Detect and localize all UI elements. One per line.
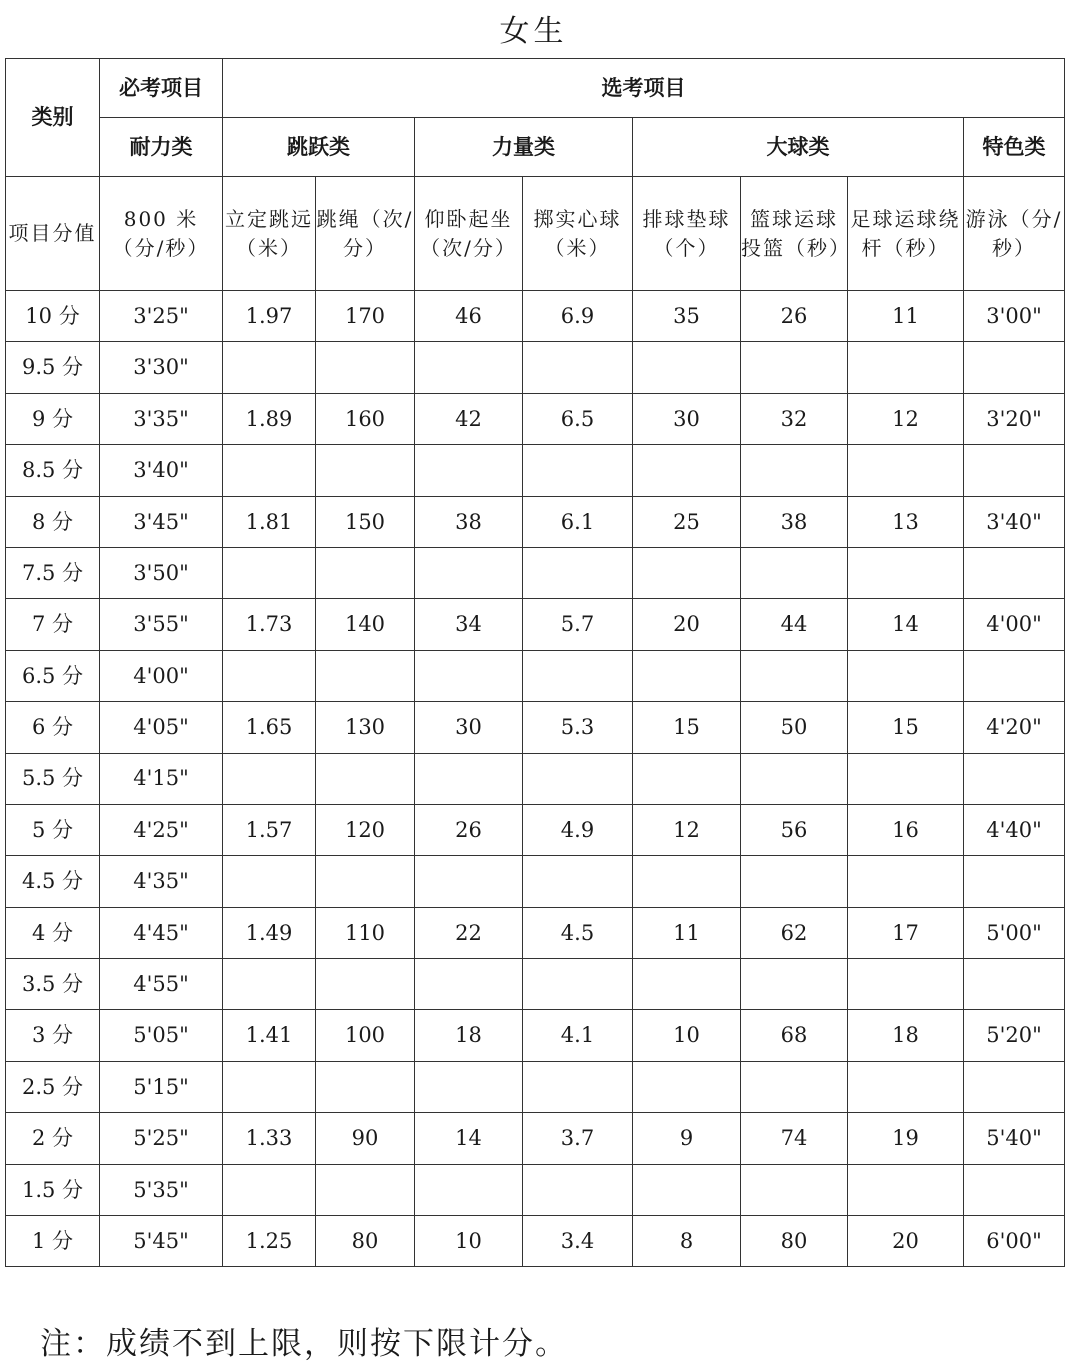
table-cell: 12 <box>633 804 741 855</box>
table-cell: 1.97 <box>223 291 316 342</box>
table-cell <box>223 445 316 496</box>
table-cell: 5'00" <box>964 907 1065 958</box>
table-cell: 150 <box>316 496 415 547</box>
table-cell <box>964 342 1065 393</box>
table-cell: 1.41 <box>223 1010 316 1061</box>
score-cell: 2 分 <box>6 1113 100 1164</box>
table-cell: 5'40" <box>964 1113 1065 1164</box>
col-header-volleyball: 排球垫球（个） <box>633 177 741 291</box>
score-cell: 7 分 <box>6 599 100 650</box>
table-cell: 50 <box>741 702 848 753</box>
score-cell: 4.5 分 <box>6 856 100 907</box>
table-cell: 1.33 <box>223 1113 316 1164</box>
table-cell <box>523 1164 633 1215</box>
table-cell <box>741 856 848 907</box>
table-cell <box>848 959 964 1010</box>
header-jump: 跳跃类 <box>223 118 415 177</box>
score-cell: 4 分 <box>6 907 100 958</box>
table-cell: 5'20" <box>964 1010 1065 1061</box>
table-cell: 74 <box>741 1113 848 1164</box>
table-cell: 6.9 <box>523 291 633 342</box>
header-row-items <box>6 177 1065 291</box>
col-header-basketball: 篮球运球投篮（秒） <box>741 177 848 291</box>
table-cell <box>523 856 633 907</box>
table-cell: 6.5 <box>523 393 633 444</box>
table-cell <box>415 547 523 598</box>
table-cell <box>848 1061 964 1112</box>
table-cell: 9 <box>633 1113 741 1164</box>
table-cell: 32 <box>741 393 848 444</box>
table-cell <box>523 1061 633 1112</box>
table-cell <box>523 445 633 496</box>
table-body <box>6 59 1065 1267</box>
table-cell: 5'15" <box>100 1061 223 1112</box>
table-cell <box>415 856 523 907</box>
table-cell <box>223 547 316 598</box>
table-cell: 5'45" <box>100 1216 223 1267</box>
table-cell <box>415 959 523 1010</box>
table-cell: 12 <box>848 393 964 444</box>
score-cell: 3 分 <box>6 1010 100 1061</box>
table-cell: 10 <box>415 1216 523 1267</box>
col-header-rope-skip: 跳绳（次/分） <box>316 177 415 291</box>
table-cell <box>964 1061 1065 1112</box>
table-cell: 3.7 <box>523 1113 633 1164</box>
table-cell: 30 <box>415 702 523 753</box>
table-cell <box>316 1061 415 1112</box>
table-cell: 14 <box>848 599 964 650</box>
table-row <box>6 907 1065 958</box>
table-cell: 14 <box>415 1113 523 1164</box>
table-cell <box>848 753 964 804</box>
score-cell: 2.5 分 <box>6 1061 100 1112</box>
table-cell <box>633 959 741 1010</box>
table-cell: 8 <box>633 1216 741 1267</box>
table-cell: 20 <box>848 1216 964 1267</box>
table-cell: 62 <box>741 907 848 958</box>
table-cell <box>223 650 316 701</box>
table-cell: 4.1 <box>523 1010 633 1061</box>
table-cell <box>741 445 848 496</box>
table-cell: 6.1 <box>523 496 633 547</box>
table-row <box>6 599 1065 650</box>
header-ball: 大球类 <box>633 118 964 177</box>
table-row <box>6 753 1065 804</box>
table-cell: 19 <box>848 1113 964 1164</box>
table-row <box>6 445 1065 496</box>
table-row <box>6 547 1065 598</box>
table-cell: 1.89 <box>223 393 316 444</box>
table-cell <box>964 1164 1065 1215</box>
table-cell <box>964 445 1065 496</box>
score-cell: 3.5 分 <box>6 959 100 1010</box>
table-cell <box>316 1164 415 1215</box>
score-cell: 5 分 <box>6 804 100 855</box>
table-cell: 34 <box>415 599 523 650</box>
table-cell: 3.4 <box>523 1216 633 1267</box>
score-cell: 8.5 分 <box>6 445 100 496</box>
table-cell <box>741 753 848 804</box>
table-cell: 3'30" <box>100 342 223 393</box>
table-cell: 4'00" <box>100 650 223 701</box>
table-cell <box>964 547 1065 598</box>
col-header-swimming: 游泳（分/秒） <box>964 177 1065 291</box>
table-cell: 11 <box>848 291 964 342</box>
table-cell: 4'20" <box>964 702 1065 753</box>
table-row <box>6 1164 1065 1215</box>
col-header-football: 足球运球绕杆（秒） <box>848 177 964 291</box>
table-row <box>6 291 1065 342</box>
table-cell: 5.7 <box>523 599 633 650</box>
table-cell: 4.9 <box>523 804 633 855</box>
header-category: 类别 <box>6 59 100 177</box>
table-cell <box>523 959 633 1010</box>
table-cell <box>223 1061 316 1112</box>
table-cell: 90 <box>316 1113 415 1164</box>
table-row <box>6 650 1065 701</box>
table-cell: 3'55" <box>100 599 223 650</box>
table-cell <box>848 1164 964 1215</box>
table-cell: 160 <box>316 393 415 444</box>
page-title: 女生 <box>499 14 568 49</box>
table-cell <box>633 650 741 701</box>
header-elective: 选考项目 <box>223 59 1065 118</box>
table-cell: 13 <box>848 496 964 547</box>
table-cell <box>316 445 415 496</box>
table-row <box>6 959 1065 1010</box>
col-header-standing-jump: 立定跳远（米） <box>223 177 316 291</box>
table-cell <box>316 547 415 598</box>
table-cell <box>415 1164 523 1215</box>
table-cell <box>523 753 633 804</box>
table-row <box>6 702 1065 753</box>
table-cell: 16 <box>848 804 964 855</box>
table-cell <box>848 547 964 598</box>
table-cell: 3'25" <box>100 291 223 342</box>
table-cell: 5.3 <box>523 702 633 753</box>
table-cell <box>741 342 848 393</box>
table-row <box>6 393 1065 444</box>
table-cell <box>848 650 964 701</box>
table-cell: 6'00" <box>964 1216 1065 1267</box>
table-cell <box>316 959 415 1010</box>
table-cell: 4'55" <box>100 959 223 1010</box>
table-cell: 4'25" <box>100 804 223 855</box>
table-cell <box>964 753 1065 804</box>
table-cell: 5'35" <box>100 1164 223 1215</box>
table-cell <box>848 342 964 393</box>
table-cell: 1.57 <box>223 804 316 855</box>
table-cell: 3'20" <box>964 393 1065 444</box>
table-cell <box>848 856 964 907</box>
table-cell: 1.81 <box>223 496 316 547</box>
table-cell: 4'15" <box>100 753 223 804</box>
table-row <box>6 1113 1065 1164</box>
table-cell: 42 <box>415 393 523 444</box>
table-cell <box>316 856 415 907</box>
table-cell: 20 <box>633 599 741 650</box>
table-cell: 26 <box>415 804 523 855</box>
table-row <box>6 804 1065 855</box>
footnote: 注：成绩不到上限，则按下限计分。 <box>40 1326 568 1362</box>
table-cell: 4'05" <box>100 702 223 753</box>
table-cell: 5'25" <box>100 1113 223 1164</box>
table-cell: 38 <box>415 496 523 547</box>
table-cell <box>633 753 741 804</box>
table-row <box>6 342 1065 393</box>
col-header-sit-ups: 仰卧起坐（次/分） <box>415 177 523 291</box>
table-cell: 3'35" <box>100 393 223 444</box>
header-row-groups <box>6 59 1065 118</box>
table-cell <box>964 650 1065 701</box>
table-cell <box>316 342 415 393</box>
table-cell: 30 <box>633 393 741 444</box>
table-cell <box>415 650 523 701</box>
table-cell <box>633 547 741 598</box>
score-cell: 9.5 分 <box>6 342 100 393</box>
table-cell <box>633 1164 741 1215</box>
table-cell: 110 <box>316 907 415 958</box>
score-cell: 1.5 分 <box>6 1164 100 1215</box>
table-cell: 22 <box>415 907 523 958</box>
table-cell <box>223 753 316 804</box>
table-cell: 4'40" <box>964 804 1065 855</box>
table-cell: 68 <box>741 1010 848 1061</box>
table-cell <box>964 959 1065 1010</box>
score-cell: 9 分 <box>6 393 100 444</box>
table-cell: 1.65 <box>223 702 316 753</box>
table-cell <box>223 1164 316 1215</box>
table-cell: 5'05" <box>100 1010 223 1061</box>
table-cell: 26 <box>741 291 848 342</box>
table-cell: 56 <box>741 804 848 855</box>
table-cell: 3'45" <box>100 496 223 547</box>
table-cell: 4'45" <box>100 907 223 958</box>
col-header-score: 项目分值 <box>6 177 100 291</box>
table-cell <box>415 1061 523 1112</box>
table-cell: 80 <box>316 1216 415 1267</box>
table-cell <box>415 753 523 804</box>
table-cell <box>741 650 848 701</box>
table-cell: 140 <box>316 599 415 650</box>
header-strength: 力量类 <box>415 118 633 177</box>
score-table <box>5 58 1065 1267</box>
table-cell <box>223 342 316 393</box>
table-cell: 17 <box>848 907 964 958</box>
table-cell <box>964 856 1065 907</box>
table-cell <box>848 445 964 496</box>
table-cell <box>741 547 848 598</box>
table-cell <box>316 753 415 804</box>
table-cell: 170 <box>316 291 415 342</box>
table-cell: 44 <box>741 599 848 650</box>
table-cell: 4'00" <box>964 599 1065 650</box>
score-cell: 1 分 <box>6 1216 100 1267</box>
table-cell: 11 <box>633 907 741 958</box>
table-cell: 38 <box>741 496 848 547</box>
table-cell <box>523 650 633 701</box>
table-cell: 1.25 <box>223 1216 316 1267</box>
table-cell: 4'35" <box>100 856 223 907</box>
table-cell: 4.5 <box>523 907 633 958</box>
table-row <box>6 1061 1065 1112</box>
score-cell: 6 分 <box>6 702 100 753</box>
table-cell <box>415 342 523 393</box>
col-header-800m: 800 米（分/秒） <box>100 177 223 291</box>
table-cell <box>741 959 848 1010</box>
score-cell: 10 分 <box>6 291 100 342</box>
table-cell: 1.49 <box>223 907 316 958</box>
table-row <box>6 1010 1065 1061</box>
table-cell: 3'00" <box>964 291 1065 342</box>
table-row <box>6 1216 1065 1267</box>
table-row <box>6 496 1065 547</box>
table-cell: 18 <box>415 1010 523 1061</box>
score-cell: 6.5 分 <box>6 650 100 701</box>
table-cell: 130 <box>316 702 415 753</box>
table-cell: 35 <box>633 291 741 342</box>
table-row <box>6 856 1065 907</box>
table-cell: 1.73 <box>223 599 316 650</box>
table-cell: 80 <box>741 1216 848 1267</box>
table-cell: 10 <box>633 1010 741 1061</box>
table-cell: 25 <box>633 496 741 547</box>
table-cell <box>633 856 741 907</box>
table-cell <box>633 342 741 393</box>
header-row-types <box>6 118 1065 177</box>
table-cell <box>523 547 633 598</box>
table-cell <box>223 959 316 1010</box>
table-cell <box>741 1164 848 1215</box>
table-cell: 46 <box>415 291 523 342</box>
header-special: 特色类 <box>964 118 1065 177</box>
table-cell: 15 <box>633 702 741 753</box>
table-cell <box>523 342 633 393</box>
table-cell <box>741 1061 848 1112</box>
table-cell: 3'40" <box>964 496 1065 547</box>
table-cell: 3'50" <box>100 547 223 598</box>
score-cell: 5.5 分 <box>6 753 100 804</box>
score-cell: 8 分 <box>6 496 100 547</box>
header-endurance: 耐力类 <box>100 118 223 177</box>
table-cell: 18 <box>848 1010 964 1061</box>
table-cell <box>415 445 523 496</box>
table-cell: 3'40" <box>100 445 223 496</box>
table-cell: 100 <box>316 1010 415 1061</box>
table-cell <box>316 650 415 701</box>
table-cell: 15 <box>848 702 964 753</box>
table-cell <box>633 1061 741 1112</box>
col-header-medicine-ball: 掷实心球（米） <box>523 177 633 291</box>
table-cell <box>633 445 741 496</box>
header-required: 必考项目 <box>100 59 223 118</box>
score-cell: 7.5 分 <box>6 547 100 598</box>
table-cell: 120 <box>316 804 415 855</box>
table-cell <box>223 856 316 907</box>
